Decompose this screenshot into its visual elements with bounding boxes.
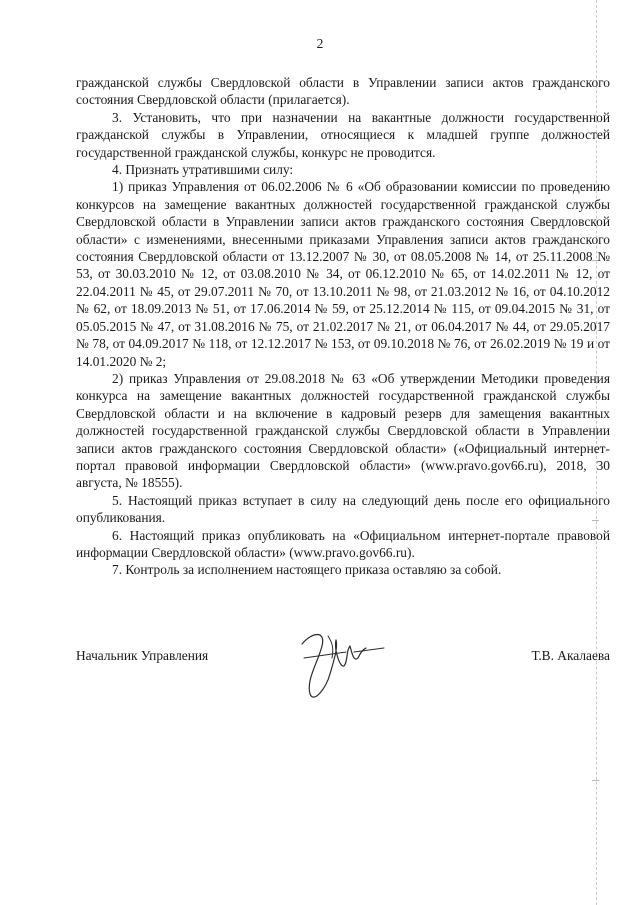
paragraph-item-4: 4. Признать утратившими силу: [112,162,294,178]
paragraph-item-7: 7. Контроль за исполнением настоящего приказа оставляю за собой. [112,562,502,578]
paragraph-continuation: гражданской службы Свердловской области в Управлении записи актов гражданского состояния Свердловской области (прилагается). [76,75,610,108]
document-body [76,74,610,579]
signatory-name: Т.В. Акалаева [531,648,610,663]
paragraph-item-5: 5. Настоящий приказ вступает в силу на следующий день после его официального опубликования. [76,492,610,526]
page-number: 2 [316,36,324,51]
signatory-position: Начальник Управления [76,648,209,663]
scan-edge-tick [592,780,599,781]
paragraph-item-3: 3. Установить, что при назначении на вакантные должности государственной гражданской службы в Управлении, относящиеся к младшей группе должностей государственной гражданской службы, конкурс не проводится. [76,109,610,160]
paragraph-item-6: 6. Настоящий приказ опубликовать на «Официальном интернет-портале правовой информации Свердловской области» (www.pravo.gov66.ru). [76,527,610,560]
paragraph-subitem-2: 2) приказ Управления от 29.08.2018 № 63 «Об утверждении Методики проведения конкурса на замещение вакантных должностей государственной гражданской службы Свердловской области и на включение в кадровый резерв для замещения вакантных должностей государственной гражданской службы Свердловской области в Управлении записи актов гражданского состояния Свердловской области» («Официальный интернет-портал правовой информации Свердловской области» (www.pravo.gov66.ru), 2018, 30 августа, № 18555). [76,370,610,491]
handwritten-signature [288,618,388,708]
paragraph-subitem-1: 1) приказ Управления от 06.02.2006 № 6 «Об образовании комиссии по проведению конкурсов на замещение вакантных должностей государственной гражданской службы Свердловской области в Управлении записи актов гражданского состояния Свердловской области» с изменениями, внесенными приказами Управления записи актов гражданского состояния Свердловской области от 13.12.2007 № 30, от 08.05.2008 № 14, от 25.11.2008 № 53, от 30.03.2010 № 12, от 03.08.2010 № 34, от 06.12.2010 № 65, от 14.02.2011 № 12, от 22.04.2011 № 45, от 29.07.2011 № 70, от 13.10.2011 № 98, от 21.03.2012 № 16, от 04.10.2012 № 62, от 18.09.2013 № 51, от 17.06.2014 № 59, от 25.12.2014 № 115, от 09.04.2015 № 31, от 05.05.2015 № 47, от 31.08.2016 № 75, от 21.02.2017 № 21, от 06.04.2017 № 44, от 29.05.2017 № 78, от 04.09.2017 № 118, от 12.12.2017 № 153, от 09.10.2018 № 76, от 26.02.2019 № 19 и от 14.01.2020 № 2; [76,179,610,369]
